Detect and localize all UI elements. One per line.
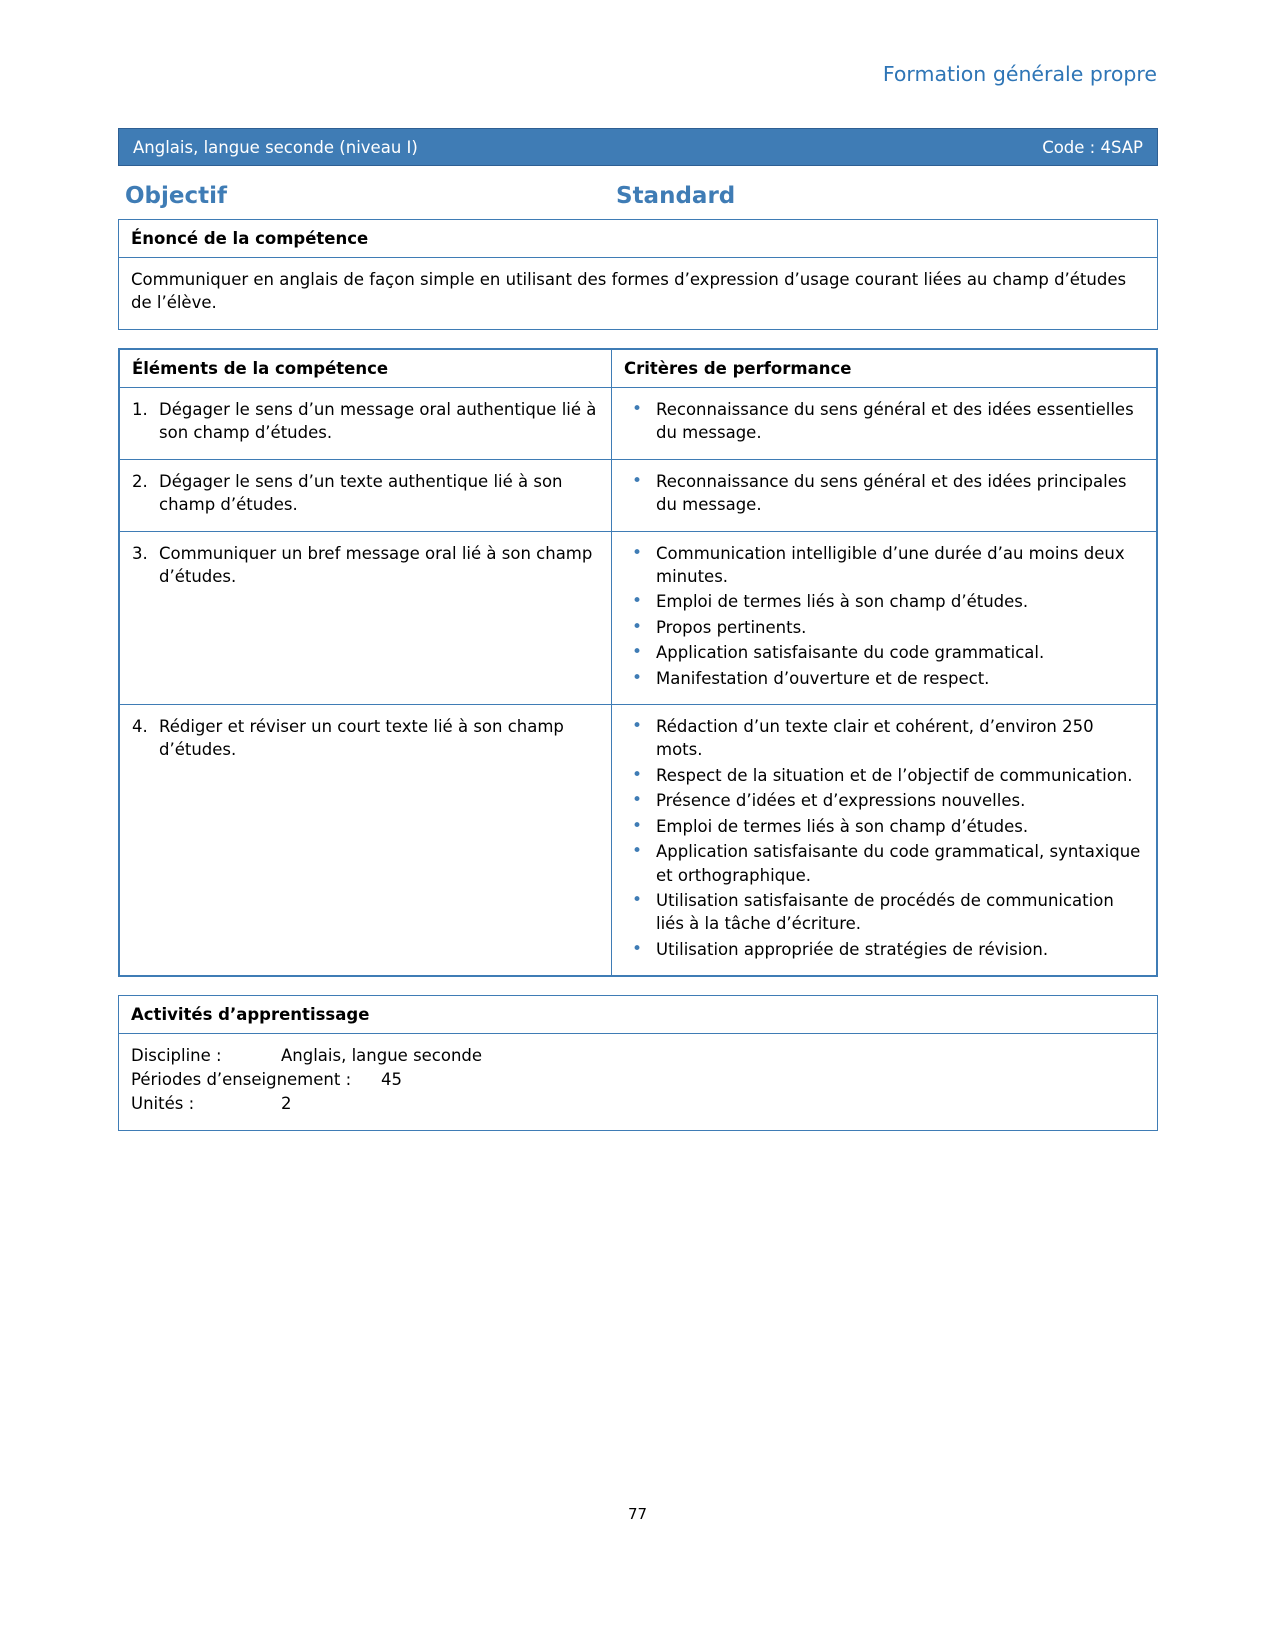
table-header-criteria: Critères de performance: [612, 349, 1157, 387]
element-text: Rédiger et réviser un court texte lié à son champ d’études.: [159, 717, 564, 760]
table-row: [120, 705, 1157, 976]
element-cell: [120, 705, 612, 976]
competence-statement-text: Communiquer en anglais de façon simple en utilisant des formes d’expression d’usage courant liées au champ d’études de l’élève.: [131, 270, 1127, 313]
criteria-item: • Application satisfaisante du code grammatical.: [624, 641, 1144, 664]
criteria-list: [624, 542, 1144, 691]
heading-objectif: Objectif: [125, 183, 228, 209]
criteria-item: • Respect de la situation et de l’objectif de communication.: [624, 764, 1144, 787]
activity-row: [131, 1092, 1145, 1116]
criteria-list: [624, 715, 1144, 961]
element-number: 3.: [132, 543, 148, 563]
course-title: Anglais, langue seconde (niveau I): [133, 137, 418, 157]
heading-standard: Standard: [616, 183, 736, 209]
criteria-item: • Utilisation appropriée de stratégies de révision.: [624, 938, 1144, 961]
activity-value: 2: [281, 1094, 292, 1114]
element-text: Dégager le sens d’un message oral authentique lié à son champ d’études.: [159, 399, 597, 443]
activity-value: Anglais, langue seconde: [281, 1046, 483, 1066]
activity-value: 45: [381, 1070, 402, 1090]
element-cell: [120, 387, 612, 459]
criteria-item: • Manifestation d’ouverture et de respect.: [624, 667, 1144, 690]
criteria-item: • Propos pertinents.: [624, 616, 1144, 639]
criteria-item: • Communication intelligible d’une durée d’au moins deux minutes.: [624, 542, 1144, 589]
learning-activities-box: [118, 995, 1158, 1131]
learning-activities-heading: Activités d’apprentissage: [119, 996, 1157, 1034]
element-number: 1.: [132, 399, 148, 419]
activity-row: [131, 1044, 1145, 1068]
criteria-item: • Application satisfaisante du code grammatical, syntaxique et orthographique.: [624, 840, 1144, 887]
element-number: 4.: [132, 717, 148, 737]
learning-activities-body: [119, 1034, 1157, 1130]
activity-label: Périodes d’enseignement :: [131, 1070, 352, 1090]
table-header-elements: Éléments de la compétence: [120, 349, 612, 387]
activity-label: Unités :: [131, 1094, 195, 1114]
course-title-bar: [118, 128, 1158, 166]
page-number: 77: [627, 1505, 648, 1523]
element-cell: [120, 459, 612, 531]
element-cell: [120, 531, 612, 705]
table-row: [120, 531, 1157, 705]
criteria-item: • Emploi de termes liés à son champ d’études.: [624, 815, 1144, 838]
element-text: Communiquer un bref message oral lié à son champ d’études.: [159, 543, 593, 586]
criteria-item: • Utilisation satisfaisante de procédés de communication liés à la tâche d’écriture.: [624, 889, 1144, 936]
activity-row: [131, 1068, 1145, 1092]
activity-label: Discipline :: [131, 1046, 222, 1066]
table-header-row: [120, 349, 1157, 387]
criteria-cell: [612, 387, 1157, 459]
criteria-cell: [612, 705, 1157, 976]
criteria-list: [624, 398, 1144, 445]
criteria-item: • Présence d’idées et d’expressions nouvelles.: [624, 789, 1144, 812]
criteria-item: • Reconnaissance du sens général et des idées essentielles du message.: [624, 398, 1144, 445]
criteria-cell: [612, 531, 1157, 705]
course-code: Code : 4SAP: [1042, 137, 1143, 157]
page-content: [118, 128, 1158, 1149]
column-headings: [118, 183, 1158, 209]
competence-statement-box: [118, 219, 1158, 330]
table-row: [120, 459, 1157, 531]
element-text: Dégager le sens d’un texte authentique lié à son champ d’études.: [159, 471, 563, 515]
criteria-list: [624, 470, 1144, 517]
competence-statement-heading: Énoncé de la compétence: [119, 220, 1157, 258]
criteria-item: • Reconnaissance du sens général et des idées principales du message.: [624, 470, 1144, 517]
criteria-item: • Emploi de termes liés à son champ d’études.: [624, 590, 1144, 613]
criteria-cell: [612, 459, 1157, 531]
table-row: [120, 387, 1157, 459]
element-number: 2.: [132, 471, 148, 491]
running-header: Formation générale propre: [882, 62, 1157, 86]
criteria-item: • Rédaction d’un texte clair et cohérent, d’environ 250 mots.: [624, 715, 1144, 762]
competence-table: [118, 348, 1158, 977]
